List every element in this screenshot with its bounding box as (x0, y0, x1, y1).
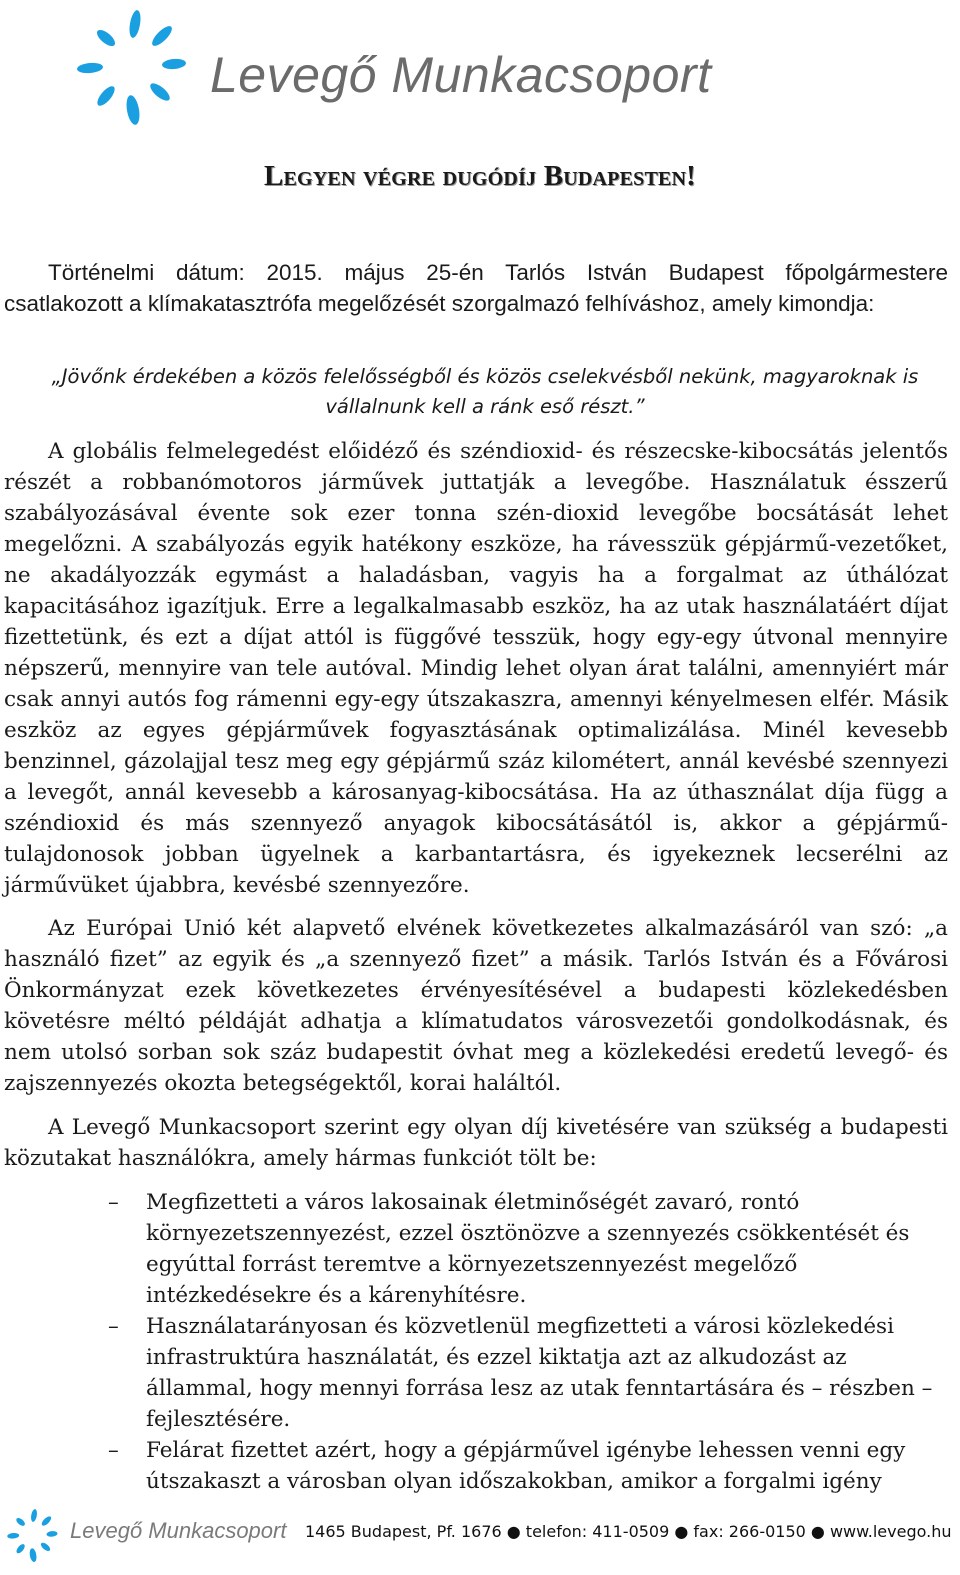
sunburst-logo-icon (70, 6, 200, 131)
footer (0, 1500, 960, 1575)
paragraph-eu-principles: Az Európai Unió két alapvető elvének következetes alkalmazásáról van szó: „a használó fizet” az egyik és „a szennyező fizet” a másik. Tarlós István és a Fővárosi Önkormányzat ezek következetes érvényesítésével a budapesti közlekedésben követésre méltó példáját adhatja a klímatudatos városvezetői gondolkodásnak, és nem utolsó sorban sok száz budapestit óvhat meg a közlekedési eredetű levegő- és zajszennyezés okozta betegségektől, korai haláltól. (4, 916, 948, 1096)
header-logo (70, 6, 712, 131)
logo-wordmark: Levegő Munkacsoport (210, 47, 712, 103)
dash-bullet: – (108, 1190, 119, 1215)
list-item-text: Megfizetteti a város lakosainak életminőségét zavaró, rontó környezetszennyezést, ezzel ösztönözve a szennyezés csökkentését és egyúttal forrást teremtve a környezetszennyezést megelőző intézkedésekre és a kárenyhítésre. (146, 1190, 910, 1308)
paragraph-intro: Történelmi dátum: 2015. május 25-én Tarlós István Budapest főpolgármestere csatlakozott a klímakatasztrófa megelőzését szorgalmazó felhíváshoz, amely kimondja: (4, 260, 948, 316)
footer-contact-info: 1465 Budapest, Pf. 1676 ● telefon: 411-0509 ● fax: 266-0150 ● www.levego.hu (305, 1522, 952, 1541)
dash-bullet: – (108, 1438, 119, 1463)
paragraph-emissions: A globális felmelegedést előidéző és széndioxid- és részecske-kibocsátás jelentős részét a robbanómotoros járművek juttatják a levegőbe. Használatuk ésszerű szabályozásával évente sok ezer tonna szén-dioxid levegőbe bocsátását lehet megelőzni. A szabályozás egyik hatékony eszköze, ha rávesszük gépjármű-vezetőket, ne akadályozzák egymást a haladásban, vagyis ha a forgalmat az úthálózat kapacitásához igazítjuk. Erre a legalkalmasabb eszköz, ha az utak használatáért díjat fizettetünk, és ezt a díjat attól is függővé tesszük, hogy egy-egy útvonal mennyire népszerű, mennyire van tele autóval. Mindig lehet olyan árat találni, amennyiért már csak annyi autós fog rámenni egy-egy útszakaszra, amennyi kényelmesen elfér. Másik eszköz az egyes gépjárművek fogyasztásának optimalizálása. Minél kevesebb benzinnel, gázolajjal tesz meg egy gépjármű száz kilométert, annál kevésbé szennyezi a levegőt, annál kevesebb a károsanyag-kibocsátása. Ha az úthasználat díja függ a széndioxid és más szennyező anyagok kibocsátásától is, akkor a gépjármű-tulajdonosok jobban ügyelnek a karbantartásra, és igyekeznek lecserélni az járművüket újabbra, kevésbé szennyezőre. (4, 439, 948, 898)
function-list (108, 1187, 938, 1497)
page-title: Legyen végre dugódíj Budapesten! (263, 160, 697, 192)
paragraph-proposal: A Levegő Munkacsoport szerint egy olyan díj kivetésére van szükség a budapesti közutakat használókra, amely hármas funkciót tölt be: (4, 1115, 948, 1171)
list-item-text: Használatarányosan és közvetlenül megfizetteti a városi közlekedési infrastruktúra használatát, és ezzel kiktatja azt az alkudozást az állammal, hogy mennyi forrása lesz az utak fenntartására és – részben – fejlesztésére. (146, 1314, 933, 1432)
list-item (108, 1311, 938, 1435)
footer-sunburst-logo-icon (4, 1506, 64, 1566)
quote: „Jövőnk érdekében a közös felelősségből és közös cselekvésből nekünk, magyaroknak is vállalnunk kell a ránk eső részt.” (51, 365, 919, 418)
dash-bullet: – (108, 1314, 119, 1339)
list-item (108, 1187, 938, 1311)
footer-wordmark: Levegő Munkacsoport (70, 1518, 287, 1543)
list-item (108, 1435, 938, 1497)
list-item-text: Felárat fizettet azért, hogy a gépjárművel igénybe lehessen venni egy útszakaszt a városban olyan időszakokban, amikor a forgalmi igény (146, 1438, 906, 1494)
